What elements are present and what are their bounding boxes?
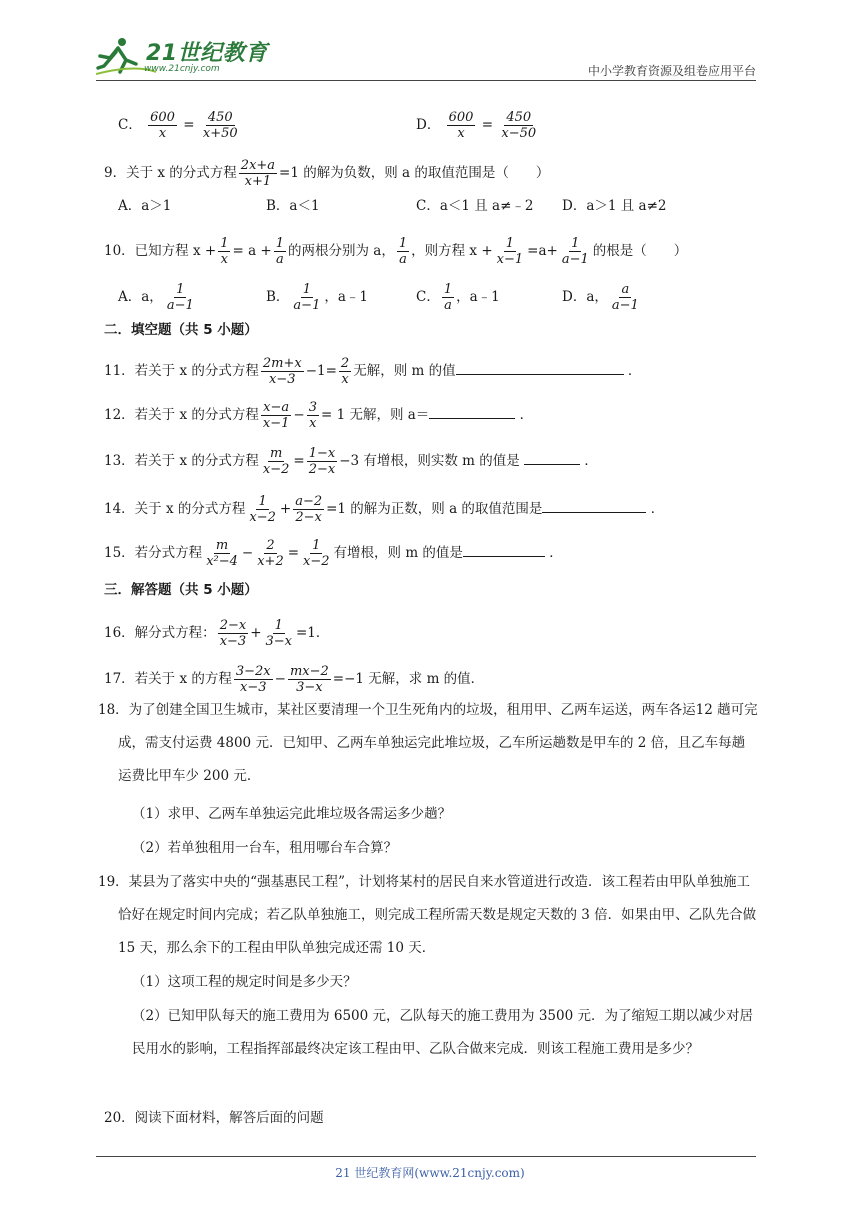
answer-blank	[429, 404, 515, 419]
answer-blank	[463, 542, 545, 557]
answer-blank	[524, 450, 580, 465]
question-17: 17．若关于 x 的方程 $\frac{3-2x}{x-3}$ − $\frac{mx-2}{3-x}$ =−1 无解，求 m 的值．	[104, 664, 485, 695]
platform-name: 中小学教育资源及组卷应用平台	[587, 64, 756, 78]
question-12: 12．若关于 x 的分式方程 $\frac{x-a}{x-1}$ − $\frac{3}{x}$ = 1 无解，则 a＝ ．	[104, 400, 534, 431]
section-3-heading: 三．解答题（共 5 小题）	[104, 582, 258, 598]
q9-option-c: C．a＜1 且 a≠﹣2	[416, 198, 534, 214]
question-10: 10．已知方程 x + $\frac{1}{x}$ = a + $\frac{1}{a}$ 的两根分别为 a， $\frac{1}{a}$ ，则方程 x + $\frac{1}{x-1}$ =a+ $\frac{1}{a-1}$ 的根是（ ）	[104, 236, 688, 267]
q19-part-1: （1）这项工程的规定时间是多少天？	[132, 974, 357, 990]
section-2-heading: 二．填空题（共 5 小题）	[104, 322, 258, 338]
q8-option-c: C． $\frac{600}{x}$ = $\frac{450}{x+50}$	[118, 110, 238, 141]
q10-option-d: D．a， $\frac{a}{a-1}$	[562, 282, 639, 313]
question-18: 18．为了创建全国卫生城市，某社区要清理一个卫生死角内的垃圾，租用甲、乙两车运送，两车各运12 趟可完成，需支付运费 4800 元．已知甲、乙两车单独运完此堆垃圾，乙车所运趟数是甲车的 2 倍，且乙车每趟运费比甲车少 200 元．	[98, 702, 758, 784]
q10-option-b: B． $\frac{1}{a-1}$ ，a﹣1	[266, 282, 368, 313]
q9-option-a: A．a＞1	[118, 198, 172, 214]
logo-url: www.21cnjy.com	[144, 64, 220, 74]
q10-option-c: C． $\frac{1}{a}$ ，a﹣1	[416, 282, 500, 313]
q9-option-b: B．a＜1	[266, 198, 320, 214]
footer-text: 21 世纪教育网(www.21cnjy.com)	[335, 1166, 525, 1180]
q18-part-2: （2）若单独租用一台车，租用哪台车合算？	[132, 840, 398, 856]
q9-option-d: D．a＞1 且 a≠2	[562, 198, 667, 214]
header-divider	[96, 80, 756, 81]
logo-text: 21世纪教育	[146, 41, 268, 66]
question-13: 13．若关于 x 的分式方程 $\frac{m}{x-2}$ = $\frac{1-x}{2-x}$ −3 有增根，则实数 m 的值是 ．	[104, 446, 598, 477]
answer-blank	[456, 360, 624, 375]
question-14: 14．关于 x 的分式方程 $\frac{1}{x-2}$ + $\frac{a-2}{2-x}$ =1 的解为正数，则 a 的取值范围是 ．	[104, 494, 665, 525]
q8-option-d: D． $\frac{600}{x}$ = $\frac{450}{x-50}$	[416, 110, 537, 141]
question-19: 19．某县为了落实中央的“强基惠民工程”，计划将某村的居民自来水管道进行改造．该工程若由甲队单独施工恰好在规定时间内完成；若乙队单独施工，则完成工程所需天数是规定天数的 3 倍．如果由甲、乙队先合做 15 天，那么余下的工程由甲队单独完成还需 10 天．	[98, 874, 757, 956]
question-9: 9．关于 x 的分式方程 $\frac{2x+a}{x+1}$ =1 的解为负数，则 a 的取值范围是（ ）	[104, 158, 550, 189]
question-15: 15．若分式方程 $\frac{m}{\text{x²−4}}$ − $\frac{2}{x+2}$ = $\frac{1}{x-2}$ 有增根，则 m 的值是 ．	[104, 538, 563, 569]
footer-divider	[96, 1156, 756, 1157]
q10-option-a: A．a， $\frac{1}{a-1}$	[118, 282, 194, 313]
q18-part-1: （1）求甲、乙两车单独运完此堆垃圾各需运多少趟？	[132, 806, 452, 822]
answer-blank	[542, 498, 646, 513]
q19-part-2: （2）已知甲队每天的施工费用为 6500 元，乙队每天的施工费用为 3500 元．为了缩短工期以减少对居民用水的影响，工程指挥部最终决定该工程由甲、乙队合做来完成．则该工程施工费用是多少？	[132, 1008, 753, 1057]
question-20: 20．阅读下面材料，解答后面的问题	[104, 1110, 324, 1126]
question-11: 11．若关于 x 的分式方程 $\frac{2m+x}{x-3}$ −1= $\frac{2}{x}$ 无解，则 m 的值 ．	[104, 356, 642, 387]
question-16: 16．解分式方程： $\frac{2-x}{x-3}$ + $\frac{1}{3-x}$ =1．	[104, 618, 330, 649]
